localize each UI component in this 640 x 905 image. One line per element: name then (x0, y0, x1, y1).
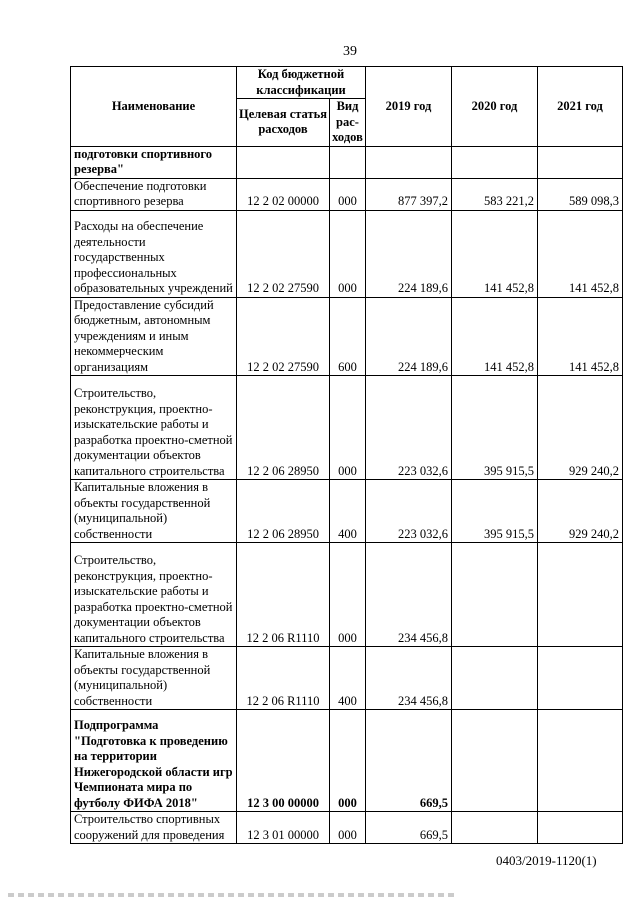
row-target-code: 12 3 00 00000 (237, 710, 330, 812)
row-value-2019: 224 189,6 (366, 297, 452, 376)
row-value-2021: 141 452,8 (538, 297, 623, 376)
row-value-2020 (452, 146, 538, 178)
table-row (71, 543, 623, 647)
row-value-2020: 141 452,8 (452, 210, 538, 297)
row-value-2021 (538, 647, 623, 710)
row-value-2019: 224 189,6 (366, 210, 452, 297)
row-expense-type: 400 (330, 480, 366, 543)
table-row (71, 178, 623, 210)
row-value-2019: 234 456,8 (366, 543, 452, 647)
row-value-2020 (452, 710, 538, 812)
row-expense-type (330, 146, 366, 178)
row-name: подготовки спортивного резерва" (71, 146, 237, 178)
row-value-2021: 589 098,3 (538, 178, 623, 210)
page-number: 39 (343, 44, 357, 59)
row-expense-type: 000 (330, 812, 366, 844)
row-value-2020: 395 915,5 (452, 376, 538, 480)
row-value-2019: 669,5 (366, 710, 452, 812)
row-name: Подпрограмма "Подготовка к проведению на территории Нижегородской области игр Чемпионата мира по футболу ФИФА 2018" (71, 710, 237, 812)
row-target-code: 12 2 02 00000 (237, 178, 330, 210)
table-row (71, 146, 623, 178)
row-target-code: 12 3 01 00000 (237, 812, 330, 844)
row-value-2021: 929 240,2 (538, 376, 623, 480)
table-row (71, 812, 623, 844)
row-name: Капитальные вложения в объекты государственной (муниципальной) собственности (71, 480, 237, 543)
header-name: Наименование (71, 67, 237, 147)
table-row (71, 480, 623, 543)
table-body (71, 146, 623, 844)
row-name: Предоставление субсидий бюджетным, автономным учреждениям и иным некоммерческим организациям (71, 297, 237, 376)
header-2019: 2019 год (366, 67, 452, 147)
row-target-code: 12 2 06 R1110 (237, 647, 330, 710)
header-target-article: Целевая статья расходов (237, 99, 330, 147)
scan-artifact (8, 893, 458, 897)
row-expense-type: 600 (330, 297, 366, 376)
row-expense-type: 000 (330, 543, 366, 647)
row-expense-type: 000 (330, 710, 366, 812)
budget-table (70, 66, 623, 844)
row-target-code: 12 2 02 27590 (237, 297, 330, 376)
row-name: Строительство, реконструкция, проектно-изыскательские работы и разработка проектно-сметной документации объектов капитального строительства (71, 376, 237, 480)
row-expense-type: 000 (330, 178, 366, 210)
table-row (71, 710, 623, 812)
row-name: Обеспечение подготовки спортивного резерва (71, 178, 237, 210)
row-name: Строительство спортивных сооружений для проведения (71, 812, 237, 844)
row-value-2021 (538, 812, 623, 844)
row-value-2020 (452, 543, 538, 647)
row-value-2019: 877 397,2 (366, 178, 452, 210)
row-value-2021: 929 240,2 (538, 480, 623, 543)
header-kbk: Код бюджетной классификации (237, 67, 366, 99)
row-name: Строительство, реконструкция, проектно-изыскательские работы и разработка проектно-сметной документации объектов капитального строительства (71, 543, 237, 647)
row-target-code (237, 146, 330, 178)
header-2021: 2021 год (538, 67, 623, 147)
header-2020: 2020 год (452, 67, 538, 147)
row-value-2021 (538, 146, 623, 178)
row-value-2020: 583 221,2 (452, 178, 538, 210)
row-value-2019: 234 456,8 (366, 647, 452, 710)
document-code: 0403/2019-1120(1) (496, 853, 597, 868)
row-value-2019 (366, 146, 452, 178)
row-value-2021 (538, 543, 623, 647)
row-value-2019: 223 032,6 (366, 480, 452, 543)
row-expense-type: 000 (330, 210, 366, 297)
row-value-2020 (452, 647, 538, 710)
row-value-2019: 669,5 (366, 812, 452, 844)
table-row (71, 647, 623, 710)
row-value-2020: 141 452,8 (452, 297, 538, 376)
row-name: Расходы на обеспечение деятельности государственных профессиональных образовательных учреждений (71, 210, 237, 297)
row-value-2021: 141 452,8 (538, 210, 623, 297)
header-expense-type: Вид рас-ходов (330, 99, 366, 147)
row-name: Капитальные вложения в объекты государственной (муниципальной) собственности (71, 647, 237, 710)
row-target-code: 12 2 06 R1110 (237, 543, 330, 647)
row-value-2019: 223 032,6 (366, 376, 452, 480)
row-target-code: 12 2 02 27590 (237, 210, 330, 297)
table-row (71, 210, 623, 297)
row-expense-type: 000 (330, 376, 366, 480)
row-value-2021 (538, 710, 623, 812)
row-target-code: 12 2 06 28950 (237, 480, 330, 543)
row-target-code: 12 2 06 28950 (237, 376, 330, 480)
table-row (71, 376, 623, 480)
row-value-2020 (452, 812, 538, 844)
table-row (71, 297, 623, 376)
row-expense-type: 400 (330, 647, 366, 710)
row-value-2020: 395 915,5 (452, 480, 538, 543)
